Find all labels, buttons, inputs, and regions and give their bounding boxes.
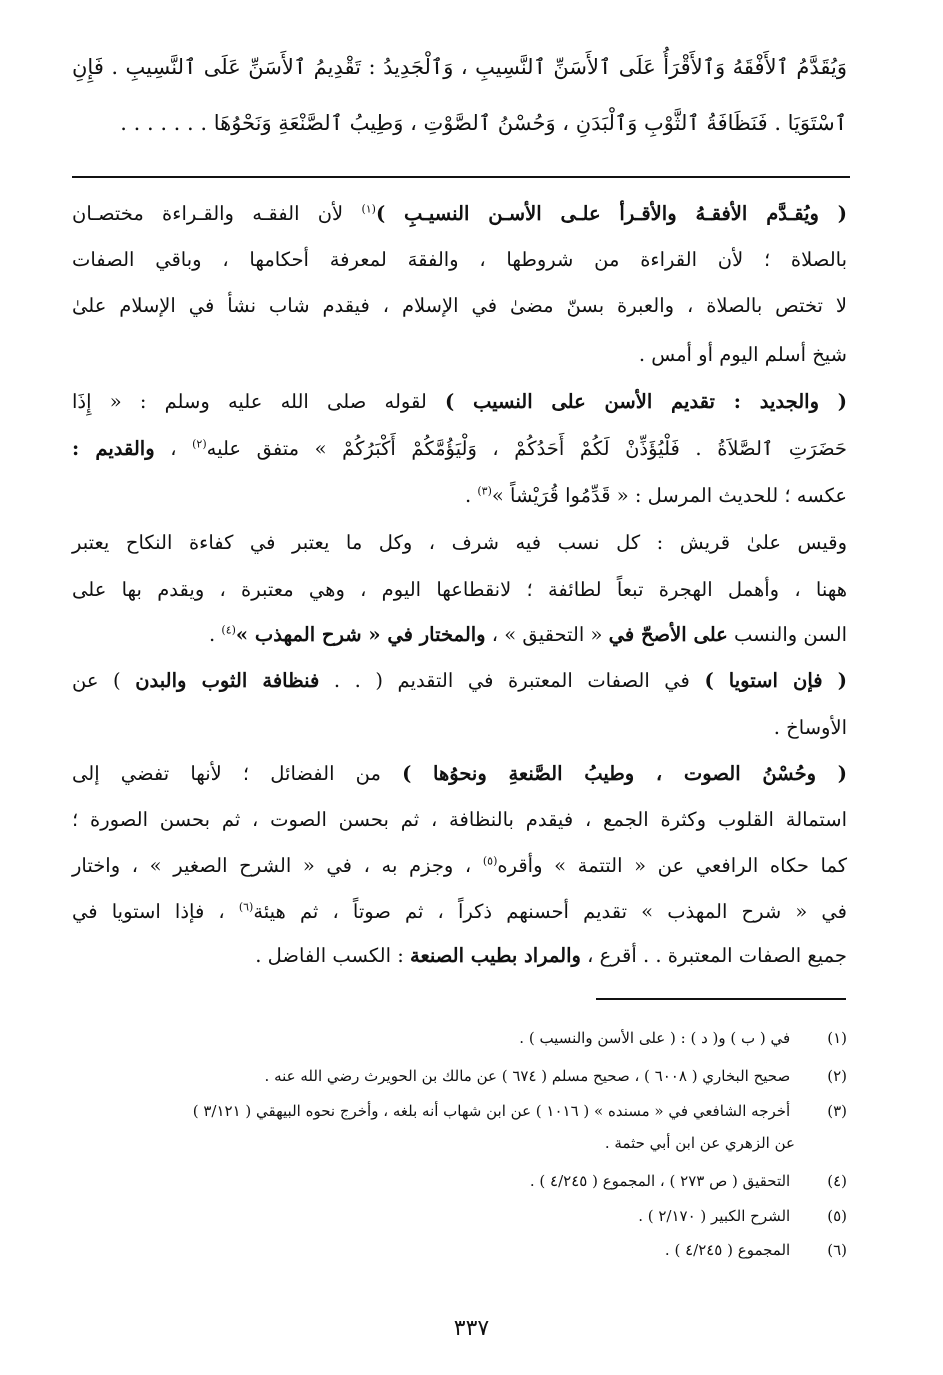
sharh-p3-bold-2: والمختار في « شرح المهذب » bbox=[235, 623, 486, 646]
footnote-ref-2: (٢) bbox=[192, 437, 207, 451]
matn-line-1: وَيُقَدَّمُ ٱلأَفْقَهُ وَٱلأَقْرَأُ عَلَى ٱلأَسَنِّ ٱلنَّسِيبِ ، وَٱلْجَدِيدُ : تَقْدِيمُ ٱلأَسَنِّ عَلَى ٱلنَّسِيبِ . فَإِنِ bbox=[72, 55, 847, 79]
sharh-p1-line-2: بالصلاة ؛ لأن القراءة من شروطها ، والفقهَ لمعرفة أحكامها ، وباقي الصفات bbox=[72, 248, 847, 271]
sharh-p5-matn-quote: ( وحُسْنُ الصوت ، وطيبُ الصَّنعةِ ونحوُها ) bbox=[402, 762, 847, 785]
sharh-p5-line-4 bbox=[72, 894, 847, 930]
sharh-p2-text: لقوله صلى الله عليه وسلم : « إِذَا bbox=[72, 390, 445, 413]
footnote-5 bbox=[72, 1202, 847, 1230]
sharh-p4-end: ) عن bbox=[72, 669, 136, 692]
sharh-p3-text-c: « التحقيق » ، bbox=[485, 623, 609, 646]
footnote-number: (٤) bbox=[827, 1172, 847, 1190]
sharh-p5-text-4b: ، فإذا استويا في bbox=[72, 900, 239, 923]
footnote-ref-1: (١) bbox=[361, 202, 376, 216]
footnote-number: (٦) bbox=[827, 1241, 847, 1259]
footnote-text: التحقيق ( ص ٢٧٣ ) ، المجموع ( ٤/٢٤٥ ) . bbox=[529, 1172, 791, 1190]
sharh-p5-line-1 bbox=[72, 756, 847, 792]
sharh-p5-text-3a: كما حكاه الرافعي عن « التتمة » وأقره bbox=[497, 854, 847, 877]
footnote-text: أخرجه الشافعي في « مسنده » ( ١٠١٦ ) عن ابن شهاب أنه بلغه ، وأخرج نحوه البيهقي ( ٣/١٢١ ) bbox=[192, 1102, 791, 1120]
sharh-p4-bold-1: ( فإن استويا ) bbox=[704, 669, 847, 692]
footnote-number: (١) bbox=[827, 1029, 847, 1047]
sharh-p3-end: . bbox=[209, 623, 222, 646]
sharh-p1-line-4: شيخ أسلم اليوم أو أمس . bbox=[638, 343, 847, 366]
footnote-4 bbox=[72, 1167, 847, 1195]
sharh-p2-line-3 bbox=[72, 478, 847, 514]
sharh-p3-line-3 bbox=[72, 617, 847, 653]
matn-separator-rule bbox=[72, 176, 850, 178]
page-number: ٣٣٧ bbox=[453, 1316, 490, 1341]
sharh-p2-matn-quote: ( والجديد : تقديم الأسن على النسيب ) bbox=[444, 390, 847, 413]
sharh-p3-bold-1: على الأصحّ في bbox=[608, 623, 728, 646]
footnote-number: (٣) bbox=[827, 1102, 847, 1120]
sharh-p2-text-3: عكسه ؛ للحديث المرسل : « قَدِّمُوا قُرَيْشاً » bbox=[491, 484, 847, 507]
sharh-p2-line-1 bbox=[72, 384, 847, 420]
separator-text: ، bbox=[154, 437, 193, 460]
sharh-p5-bold: والمراد بطيب الصنعة bbox=[410, 944, 581, 967]
footnote-ref-5: (٥) bbox=[482, 854, 498, 868]
footnote-6 bbox=[72, 1236, 847, 1264]
sharh-p5-line-3 bbox=[72, 848, 847, 884]
footnote-number: (٢) bbox=[827, 1067, 847, 1085]
matn-line-2: ٱسْتَوَيَا . فَنَظَافَةُ ٱلثَّوْبِ وَٱلْبَدَنِ ، وَحُسْنُ ٱلصَّوْتِ ، وَطِيبُ ٱلصَّنْعَةِ وَنَحْوُهَا . . . . . . . bbox=[120, 111, 847, 135]
sharh-p5-text: من الفضائل ؛ لأنها تفضي إلى bbox=[72, 762, 403, 785]
sharh-p4-bold-2: فنظافة الثوب والبدن bbox=[135, 669, 320, 692]
footnote-3 bbox=[72, 1097, 847, 1125]
sharh-p1-line-1 bbox=[72, 196, 847, 232]
sharh-p5-text-4a: في « شرح المهذب » تقديم أحسنهم ذكراً ، ثم صوتاً ، ثم هيئة bbox=[253, 900, 847, 923]
hadith-quote: حَضَرَتِ ٱلصَّلاَةُ . فَلْيُؤَذِّنْ لَكُمْ أَحَدُكُمْ ، وَلْيَؤُمَّكُمْ أَكْبَرُكُمْ » متفق عليه bbox=[206, 437, 847, 460]
sharh-p5-line-5 bbox=[72, 938, 847, 974]
sharh-p1-text: لأن الفقـه والقـراءة مختصـان bbox=[72, 202, 362, 225]
sharh-p2-qadim: والقديم : bbox=[72, 437, 155, 460]
footnote-2 bbox=[72, 1062, 847, 1090]
sharh-p1-matn-quote: ( ويُقـدَّم الأفقـهُ والأقـرأ علـى الأسـن النسيـبِ ) bbox=[375, 202, 847, 225]
sharh-p5-text-3b: ، وجزم به ، في « الشرح الصغير » ، واختار bbox=[72, 854, 483, 877]
sharh-p2-line-2 bbox=[72, 431, 847, 467]
sharh-p5-text-5a: جميع الصفات المعتبرة . . أقرع ، bbox=[580, 944, 847, 967]
sharh-p4-line-2: الأوساخ . bbox=[773, 716, 847, 739]
sharh-p2-end: . bbox=[464, 484, 478, 507]
footnote-ref-4: (٤) bbox=[221, 623, 236, 637]
footnote-1 bbox=[72, 1024, 847, 1052]
sharh-p3-line-1: وقيس علىٰ قريش : كل نسب فيه شرف ، وكل ما يعتبر في كفاءة النكاح يعتبر bbox=[72, 531, 847, 554]
sharh-p5-line-2: استمالة القلوب وكثرة الجمع ، فيقدم بالنظافة ، ثم بحسن الصوت ، ثم بحسن الصورة ؛ bbox=[72, 808, 847, 831]
sharh-p5-text-5b: : الكسب الفاضل . bbox=[255, 944, 410, 967]
footnote-number: (٥) bbox=[827, 1207, 847, 1225]
footnote-text: الشرح الكبير ( ٢/١٧٠ ) . bbox=[638, 1207, 791, 1225]
footnote-text: صحيح البخاري ( ٦٠٠٨ ) ، صحيح مسلم ( ٦٧٤ ) عن مالك بن الحويرث رضي الله عنه . bbox=[264, 1067, 791, 1085]
sharh-p3-line-2: ههنا ، وأهمل الهجرة تبعاً لطائفة ؛ لانقطاعها اليوم ، وهي معتبرة ، ويقدم بها على bbox=[72, 578, 847, 601]
sharh-p3-text-a: السن والنسب bbox=[727, 623, 847, 646]
footnote-separator-rule bbox=[596, 998, 846, 1000]
footnote-3-continuation: عن الزهري عن ابن أبي حثمة . bbox=[604, 1134, 795, 1152]
sharh-p1-line-3: لا تختص بالصلاة ، والعبرة بسنّ مضىٰ في الإسلام ، فيقدم شاب نشأ في الإسلام علىٰ bbox=[72, 294, 847, 317]
footnote-ref-3: (٣) bbox=[477, 484, 492, 498]
footnote-text: المجموع ( ٤/٢٤٥ ) . bbox=[664, 1241, 791, 1259]
footnote-ref-6: (٦) bbox=[238, 900, 254, 914]
sharh-p4-line-1 bbox=[72, 663, 847, 699]
sharh-p4-text: في الصفات المعتبرة في التقديم ( . . bbox=[319, 669, 705, 692]
footnote-text: في ( ب ) و( د ) : ( على الأسن والنسيب ) . bbox=[519, 1029, 791, 1047]
